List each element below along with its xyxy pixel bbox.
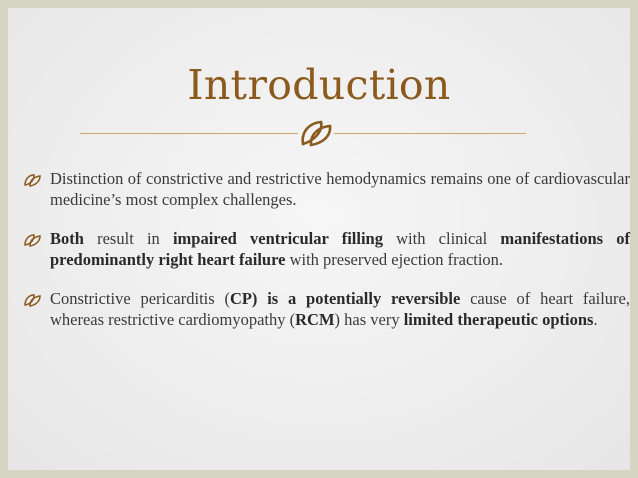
bullet-item: [24, 288, 630, 330]
bullet-list: [24, 168, 630, 348]
bullet-item: [24, 168, 630, 210]
bullet-text: Both result in impaired ventricular filling with clinical manifestations of predominantly right heart failure with preserved ejection fraction.: [50, 229, 630, 269]
bullet-text: Distinction of constrictive and restrictive hemodynamics remains one of cardiovascular medicine’s most complex challenges.: [50, 169, 630, 209]
double-leaf-ornament-icon: [299, 118, 333, 148]
slide: [8, 8, 630, 470]
bullet-text: Constrictive pericarditis (CP) is a potentially reversible cause of heart failure, whereas restrictive cardiomyopathy (RCM) has very limited therapeutic options.: [50, 289, 631, 329]
double-leaf-bullet-icon: [24, 232, 42, 246]
double-leaf-bullet-icon: [24, 172, 42, 186]
double-leaf-bullet-icon: [24, 292, 42, 306]
title-divider-right: [334, 133, 526, 134]
title-divider-left: [80, 133, 298, 134]
bullet-item: [24, 228, 630, 270]
slide-title: Introduction: [187, 61, 451, 109]
